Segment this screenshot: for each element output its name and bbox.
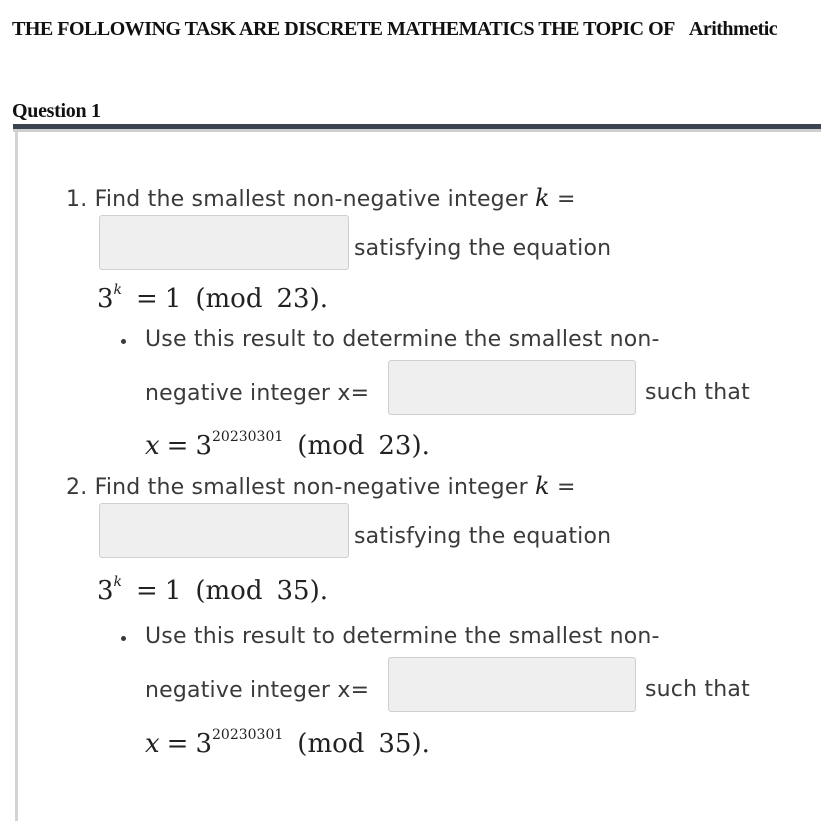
problem-1-bullet-line1: Use this result to determine the smallest non- xyxy=(145,327,660,352)
problem-2-x-input[interactable] xyxy=(388,657,636,712)
problem-1-text: Find the smallest non-negative integer xyxy=(94,187,528,212)
problem-2-such-that: such that xyxy=(645,677,750,702)
problem-1-equals: = xyxy=(557,187,576,212)
problem-2-bullet-dot xyxy=(121,636,126,641)
assignment-heading xyxy=(12,18,777,41)
problem-2-k-input[interactable] xyxy=(99,503,349,558)
problem-1-equation: $3^k = 1$ (mod 23). xyxy=(97,282,328,314)
question-panel-border xyxy=(15,132,18,821)
problem-2-bullet-line2: negative integer x= xyxy=(145,678,370,703)
problem-1-x-equation: $x = 3^{20230301}$ (mod 23). xyxy=(145,429,430,461)
problem-1-variable: k xyxy=(535,184,550,212)
problem-1-after-box: satisfying the equation xyxy=(354,236,612,261)
problem-2-after-box: satisfying the equation xyxy=(354,524,612,549)
heading-topic: Arithmetic xyxy=(688,18,778,40)
problem-1-such-that: such that xyxy=(645,380,750,405)
problem-2-equals: = xyxy=(557,475,576,500)
problem-2-text: Find the smallest non-negative integer xyxy=(94,475,528,500)
problem-2-prompt xyxy=(66,472,576,500)
heading-title: THE FOLLOWING TASK ARE DISCRETE MATHEMATICS THE TOPIC OF xyxy=(12,18,675,40)
problem-1-bullet-line2: negative integer x= xyxy=(145,381,370,406)
problem-1-k-input[interactable] xyxy=(99,215,349,270)
problem-2-x-equation: $x = 3^{20230301}$ (mod 35). xyxy=(145,727,430,759)
problem-1-prompt xyxy=(66,184,576,212)
problem-2-number: 2. xyxy=(66,475,88,500)
question-label: Question 1 xyxy=(12,100,101,122)
problem-1-bullet-dot xyxy=(121,339,126,344)
problem-1-number: 1. xyxy=(66,187,88,212)
problem-2-variable: k xyxy=(535,472,550,500)
problem-1-x-input[interactable] xyxy=(388,360,636,415)
question-divider-shadow xyxy=(13,129,821,132)
problem-2-equation: $3^k = 1$ (mod 35). xyxy=(97,574,328,606)
problem-2-bullet-line1: Use this result to determine the smallest non- xyxy=(145,624,660,649)
